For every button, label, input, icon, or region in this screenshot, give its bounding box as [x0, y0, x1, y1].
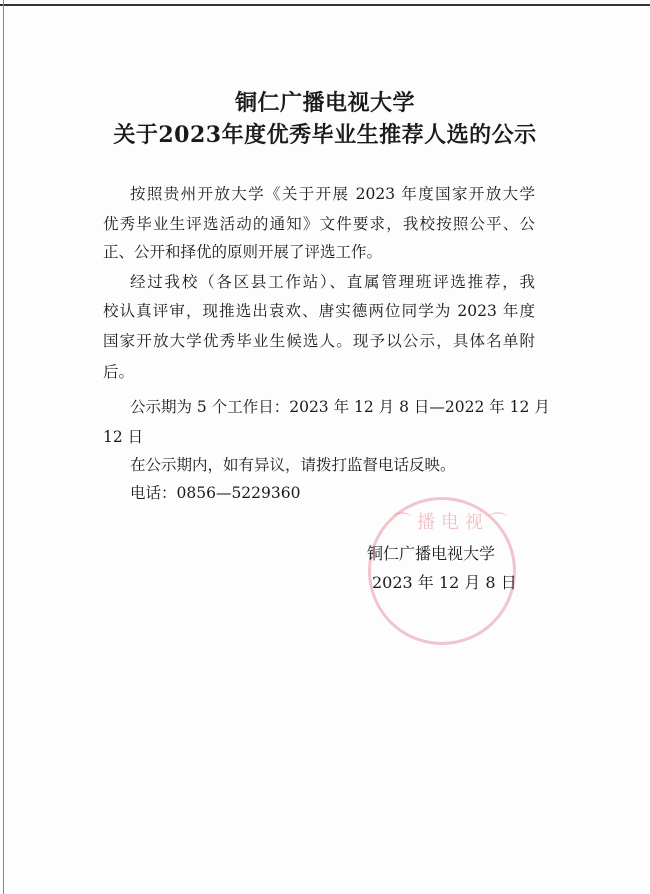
- body-line: 12 日: [103, 428, 144, 446]
- body-line: 按照贵州开放大学《关于开展 2023 年度国家开放大学: [130, 185, 535, 203]
- body-line: 优秀毕业生评选活动的通知》文件要求，我校按照公平、公: [103, 215, 535, 233]
- body-line: 经过我校（各区县工作站）、直属管理班评选推荐，我: [130, 273, 535, 291]
- document-title: 关于2023年度优秀毕业生推荐人选的公示: [113, 122, 537, 148]
- body-line: 公示期为 5 个工作日：2023 年 12 月 8 日—2022 年 12 月: [130, 398, 550, 416]
- body-line: 正、公开和择优的原则开展了评选工作。: [103, 243, 383, 261]
- phone-line: 电话：0856—5229360: [130, 484, 301, 502]
- seal-lettering: ⌒播电视⌒: [393, 512, 513, 533]
- body-line: 在公示期内，如有异议，请拨打监督电话反映。: [130, 456, 456, 474]
- body-line: 后。: [103, 363, 135, 381]
- body-line: 校认真评审，现推选出袁欢、唐实德两位同学为 2023 年度: [103, 302, 535, 320]
- org-heading: 铜仁广播电视大学: [234, 90, 415, 116]
- signature-date: 2023 年 12 月 8 日: [372, 573, 517, 592]
- scan-edge-top: [0, 4, 650, 6]
- signature-org: 铜仁广播电视大学: [367, 544, 496, 563]
- body-line: 国家开放大学优秀毕业生候选人。现予以公示，具体名单附: [103, 332, 535, 350]
